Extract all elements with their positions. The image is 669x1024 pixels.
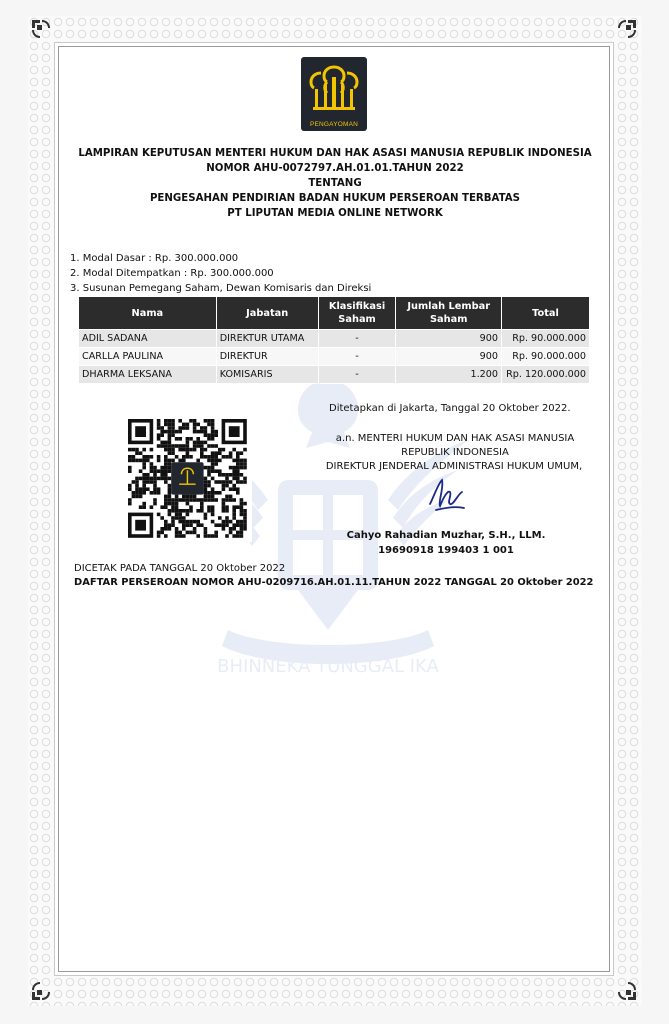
qr-code xyxy=(124,416,252,542)
signatory-nip: 19690918 199403 1 001 xyxy=(378,545,514,556)
cell-jumlah: 900 xyxy=(396,348,502,366)
table-row xyxy=(79,330,590,348)
col-jumlah-line-2: Saham xyxy=(429,314,468,325)
col-nama: Nama xyxy=(79,297,217,330)
pengayoman-tree-icon xyxy=(307,61,361,117)
modal-ditempatkan: 2. Modal Ditempatkan : Rp. 300.000.000 xyxy=(70,268,274,279)
col-total: Total xyxy=(501,297,589,330)
register-number: DAFTAR PERSEROAN NOMOR AHU-0209716.AH.01.11.TAHUN 2022 TANGGAL 20 Oktober 2022 xyxy=(74,577,594,588)
cell-nama: DHARMA LEKSANA xyxy=(79,366,217,384)
susunan-label: 3. Susunan Pemegang Saham, Dewan Komisaris dan Direksi xyxy=(70,283,372,294)
watermark-motto: BHINNEKA TUNGGAL IKA xyxy=(217,656,439,677)
col-jabatan: Jabatan xyxy=(216,297,318,330)
col-klasifikasi xyxy=(318,297,396,330)
cell-total: Rp. 90.000.000 xyxy=(501,348,589,366)
table-header-row xyxy=(79,297,590,330)
corner-ornament-icon xyxy=(30,980,52,1002)
cell-jabatan: KOMISARIS xyxy=(216,366,318,384)
cell-klasifikasi: - xyxy=(318,348,396,366)
on-behalf-line-3: DIREKTUR JENDERAL ADMINISTRASI HUKUM UMUM, xyxy=(325,461,583,472)
signatory-name: Cahyo Rahadian Muzhar, S.H., LLM. xyxy=(346,530,546,541)
cell-total: Rp. 120.000.000 xyxy=(501,366,589,384)
cell-jumlah: 900 xyxy=(396,330,502,348)
printed-date: DICETAK PADA TANGGAL 20 Oktober 2022 xyxy=(74,563,286,574)
emblem-label: PENGAYOMAN xyxy=(309,121,359,128)
place-date: Ditetapkan di Jakarta, Tanggal 20 Oktober 2022. xyxy=(329,403,571,414)
col-jumlah-line-1: Jumlah Lembar xyxy=(407,301,491,312)
cell-total: Rp. 90.000.000 xyxy=(501,330,589,348)
col-klasifikasi-line-2: Saham xyxy=(338,314,376,325)
shareholders-table xyxy=(78,296,590,384)
decree-number: NOMOR AHU-0072797.AH.01.01.TAHUN 2022 xyxy=(206,163,464,174)
corner-ornament-icon xyxy=(30,18,52,40)
modal-dasar: 1. Modal Dasar : Rp. 300.000.000 xyxy=(70,253,239,264)
decree-tentang: TENTANG xyxy=(308,178,362,189)
cell-nama: ADIL SADANA xyxy=(79,330,217,348)
cell-jabatan: DIREKTUR xyxy=(216,348,318,366)
cell-klasifikasi: - xyxy=(318,330,396,348)
cell-nama: CARLLA PAULINA xyxy=(79,348,217,366)
pengayoman-emblem xyxy=(301,57,367,131)
corner-ornament-icon xyxy=(616,18,638,40)
on-behalf-line-2: REPUBLIK INDONESIA xyxy=(401,447,509,458)
corner-ornament-icon xyxy=(616,980,638,1002)
decree-title-line-1: LAMPIRAN KEPUTUSAN MENTERI HUKUM DAN HAK ASASI MANUSIA REPUBLIK INDONESIA xyxy=(78,148,592,159)
cell-jumlah: 1.200 xyxy=(396,366,502,384)
col-klasifikasi-line-1: Klasifikasi xyxy=(328,301,386,312)
cell-klasifikasi: - xyxy=(318,366,396,384)
company-name: PT LIPUTAN MEDIA ONLINE NETWORK xyxy=(227,208,443,219)
table-row xyxy=(79,348,590,366)
table-row xyxy=(79,366,590,384)
handwritten-signature-icon xyxy=(424,474,470,520)
decree-subject: PENGESAHAN PENDIRIAN BADAN HUKUM PERSEROAN TERBATAS xyxy=(149,193,521,204)
on-behalf-line-1: a.n. MENTERI HUKUM DAN HAK ASASI MANUSIA xyxy=(335,433,575,444)
cell-jabatan: DIREKTUR UTAMA xyxy=(216,330,318,348)
col-jumlah xyxy=(396,297,502,330)
